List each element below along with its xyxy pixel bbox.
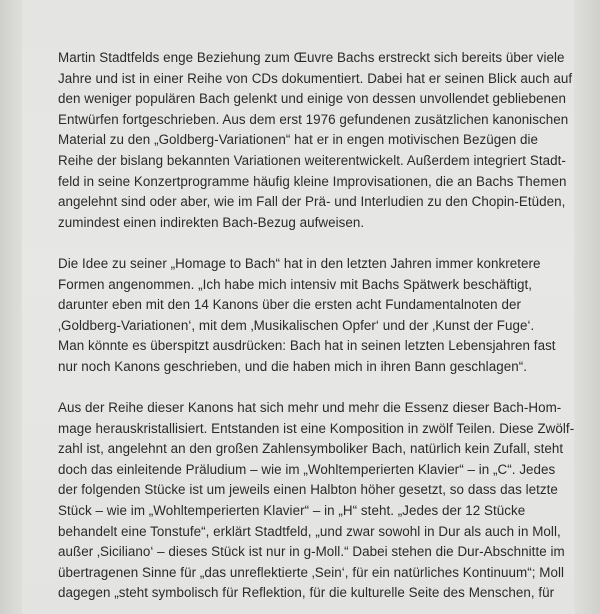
text-line: Entwürfen fortgeschrieben. Aus dem erst 1976 gefundenen zusätzlichen kanonischen [58, 111, 569, 127]
text-line: zahl ist, angelehnt an den großen Zahlensymboliker Bach, natürlich kein Zufall, steht [58, 441, 564, 457]
text-line: Reihe der bislang bekannten Variationen weiterentwickelt. Außerdem integriert Stadt- [58, 152, 566, 168]
text-line: Jahre und ist in einer Reihe von CDs dokumentiert. Dabei hat er seinen Blick auch auf [58, 70, 573, 86]
page-edge-left [0, 0, 22, 614]
body-text [58, 48, 575, 604]
paragraph-3 [58, 398, 575, 604]
text-line: der folgenden Stücke ist um jeweils einen Halbton höher gesetzt, so dass das letzte [58, 482, 558, 498]
text-line: angelehnt sind oder aber, wie im Fall der Prä- und Interludien zu den Chopin-Etüden, [58, 194, 566, 210]
text-line: den weniger populären Bach gelenkt und einige von dessen unvollendet gebliebenen [58, 91, 567, 107]
text-line: Martin Stadtfelds enge Beziehung zum Œuvre Bachs erstreckt sich bereits über viele [58, 50, 565, 65]
text-line: übertragenen Sinne für „das unreflektierte ‚Sein‘, für ein natürliches Kontinuum“; Moll [58, 564, 565, 580]
paragraph-gap [58, 378, 558, 399]
text-line: feld in seine Konzertprogramme häufig kleine Improvisationen, die an Bachs Themen [58, 173, 567, 189]
text-line: ‚Goldberg-Variationen‘, mit dem ‚Musikalischen Opfer‘ und der ‚Kunst der Fuge‘. [58, 317, 535, 333]
text-line: doch das einleitende Präludium – wie im „Wohltemperierten Klavier“ – in „C“. Jedes [58, 461, 556, 477]
text-line: dagegen „steht symbolisch für Reflektion, für die kulturelle Seite des Menschen, für [58, 585, 555, 601]
text-line: mage herauskristallisiert. Entstanden ist eine Komposition in zwölf Teilen. Diese Zwölf- [58, 420, 575, 436]
text-line: außer ‚Siciliano‘ – dieses Stück ist nur in g-Moll.“ Dabei stehen die Dur-Abschnitte im [58, 544, 565, 560]
text-line: zumindest einen indirekten Bach-Bezug aufweisen. [58, 214, 365, 230]
text-line: Material zu den „Goldberg-Variationen“ hat er in engen motivischen Bezügen die [58, 132, 539, 148]
text-line: nur noch Kanons geschrieben, und die haben mich in ihren Bann geschlagen“. [58, 358, 527, 374]
page-edge-right [574, 0, 600, 614]
paragraph-2 [58, 254, 558, 378]
text-line: darunter eben mit den 14 Kanons über die ersten acht Fundamentalnoten der [58, 297, 521, 313]
text-line: Die Idee zu seiner „Homage to Bach“ hat in den letzten Jahren immer konkretere [58, 255, 541, 271]
text-line: behandelt eine Tonstufe“, erklärt Stadtfeld, „und zwar sowohl in Dur als auch in Moll, [58, 523, 561, 539]
paragraph-1 [58, 48, 573, 233]
text-line: Stück – wie im „Wohltemperierten Klavier“ – in „H“ steht. „Jedes der 12 Stücke [58, 503, 526, 519]
text-line: Man könnte es überspitzt ausdrücken: Bach hat in seinen letzten Lebensjahren fast [58, 338, 556, 354]
paragraph-gap [58, 233, 558, 254]
text-line: Formen angenommen. „Ich habe mich intensiv mit Bachs Spätwerk beschäftigt, [58, 276, 533, 292]
text-line: Aus der Reihe dieser Kanons hat sich mehr und mehr die Essenz dieser Bach-Hom- [58, 400, 562, 416]
